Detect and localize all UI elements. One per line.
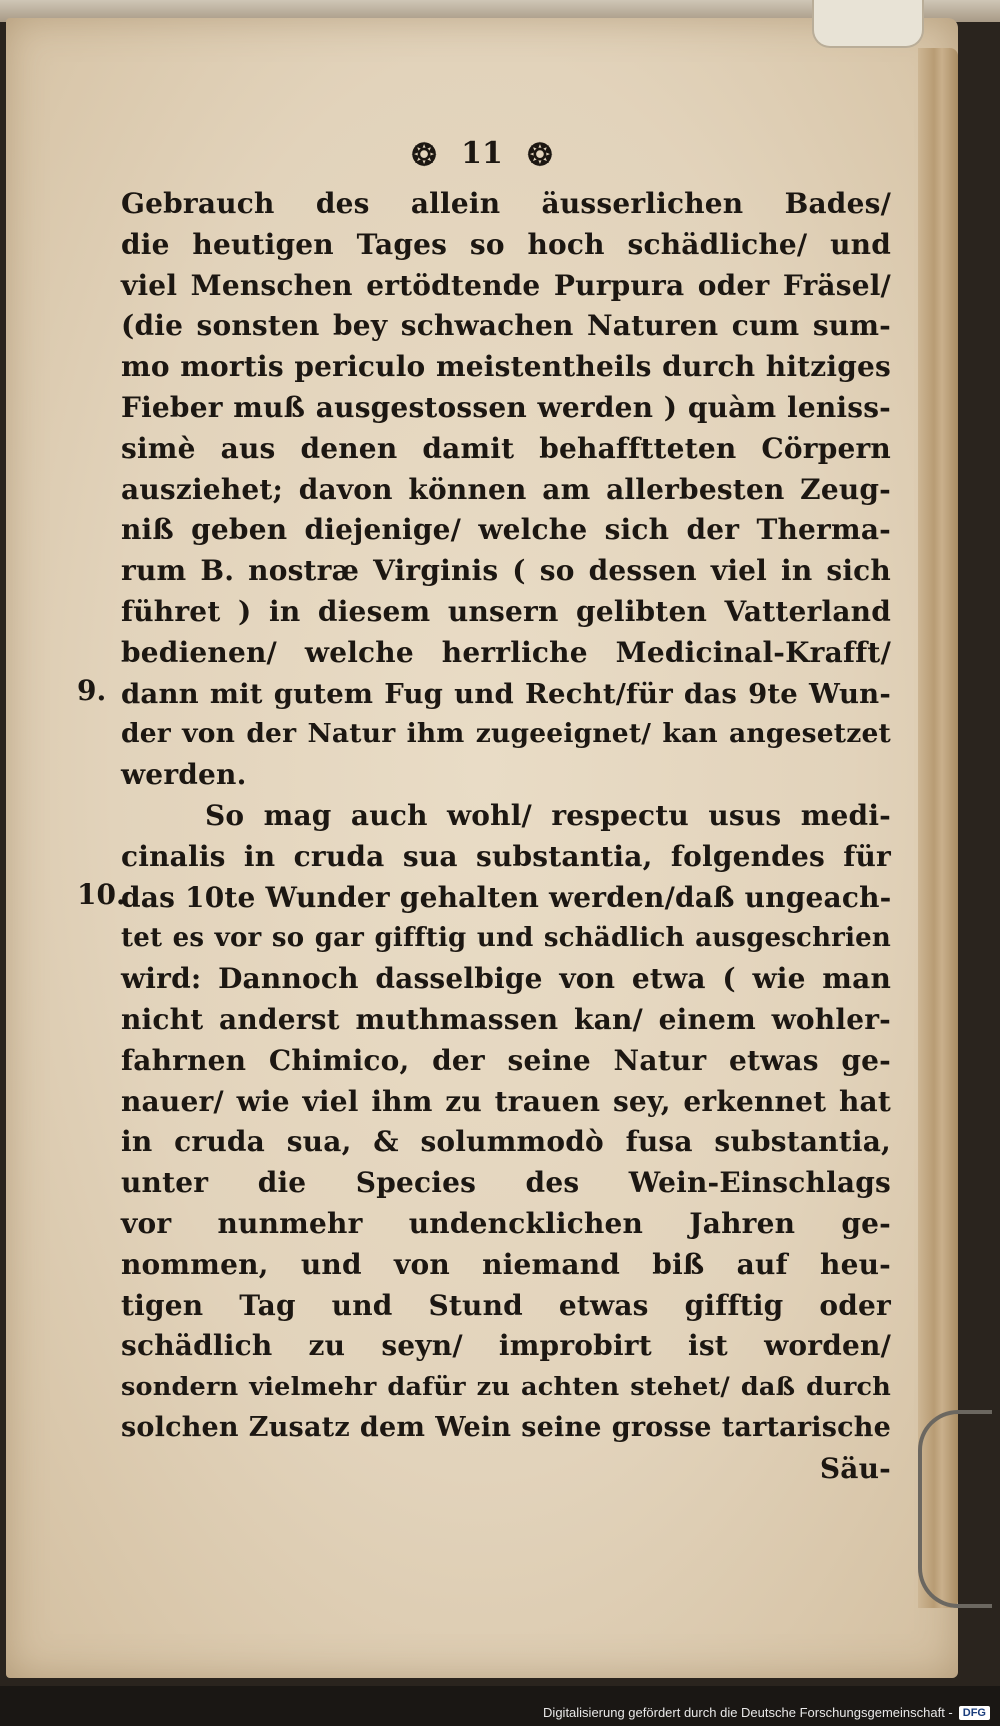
text-line: dann mit gutem Fug und Recht/für das 9te Wun-: [121, 677, 891, 710]
footer-bar: [0, 1686, 1000, 1726]
metal-clip: [918, 1410, 992, 1608]
text-line: unter die Species des Wein-Einschlags: [121, 1166, 891, 1200]
text-line: nauer/ wie viel ihm zu trauen sey, erkennet hat: [121, 1084, 891, 1118]
page-fore-edge: [918, 48, 958, 1608]
text-line: tigen Tag und Stund etwas gifftig oder: [121, 1288, 891, 1322]
text-line: fahrnen Chimico, der seine Natur etwas ge-: [121, 1043, 891, 1077]
page-tab-marker: [812, 0, 924, 48]
text-line: cinalis in cruda sua substantia, folgendes für: [121, 839, 891, 873]
text-line: niß geben diejenige/ welche sich der Therma-: [121, 513, 891, 547]
text-line: nommen, und von niemand biß auf heu-: [121, 1247, 891, 1281]
text-line: wird: Dannoch dasselbige von etwa ( wie man: [121, 962, 891, 996]
credit-text: Digitalisierung gefördert durch die Deutsche Forschungsgemeinschaft -: [543, 1705, 953, 1720]
text-line: führet ) in diesem unsern gelibten Vatterland: [121, 594, 891, 628]
book-page: [6, 18, 958, 1678]
footer-credit: [543, 1705, 990, 1720]
text-line: nicht anderst muthmassen kan/ einem wohler-: [121, 1002, 891, 1036]
text-line: mo mortis periculo meistentheils durch hitziges: [121, 350, 891, 384]
page-number: 11: [461, 136, 503, 171]
text-line: So mag auch wohl/ respectu usus medi-: [205, 798, 891, 832]
margin-note-10: 10.: [77, 877, 126, 911]
text-line: viel Menschen ertödtende Purpura oder Fräsel/: [121, 268, 891, 302]
dfg-logo: DFG: [959, 1706, 990, 1720]
text-line: schädlich zu seyn/ improbirt ist worden/: [121, 1329, 891, 1363]
text-line: Gebrauch des allein äusserlichen Bades/: [121, 187, 891, 220]
text-line: werden.: [121, 758, 247, 792]
text-line: der von der Natur ihm zugeeignet/ kan angesetzet: [121, 718, 891, 750]
text-line: rum B. nostræ Virginis ( so dessen viel in sich: [121, 554, 891, 588]
text-line: in cruda sua, & solummodò fusa substantia,: [121, 1125, 891, 1159]
body-text: [77, 184, 892, 1490]
text-line: vor nunmehr undencklichen Jahren ge-: [121, 1206, 891, 1240]
margin-note-9: 9.: [77, 673, 107, 707]
text-line: sondern vielmehr dafür zu achten stehet/ daß durch: [121, 1372, 891, 1403]
catchword: Säu-: [819, 1451, 891, 1485]
text-line: tet es vor so gar gifftig und schädlich ausgeschrien: [121, 923, 891, 954]
text-line: solchen Zusatz dem Wein seine grosse tartarische: [121, 1411, 891, 1443]
text-line: die heutigen Tages so hoch schädliche/ und: [121, 227, 891, 261]
text-line: das 10te Wunder gehalten werden/daß ungeach-: [121, 880, 892, 914]
text-line: Fieber muß ausgestossen werden ) quàm leniss-: [121, 390, 891, 424]
text-line: (die sonsten bey schwachen Naturen cum sum-: [121, 309, 891, 343]
text-line: bedienen/ welche herrliche Medicinal-Krafft/: [121, 635, 891, 669]
text-line: simè aus denen damit behafftteten Cörpern: [121, 431, 891, 465]
ornament-left-icon: ❂: [411, 137, 437, 173]
page-header: [6, 136, 958, 173]
text-line: ausziehet; davon können am allerbesten Zeug-: [121, 472, 891, 506]
ornament-right-icon: ❂: [527, 137, 553, 173]
